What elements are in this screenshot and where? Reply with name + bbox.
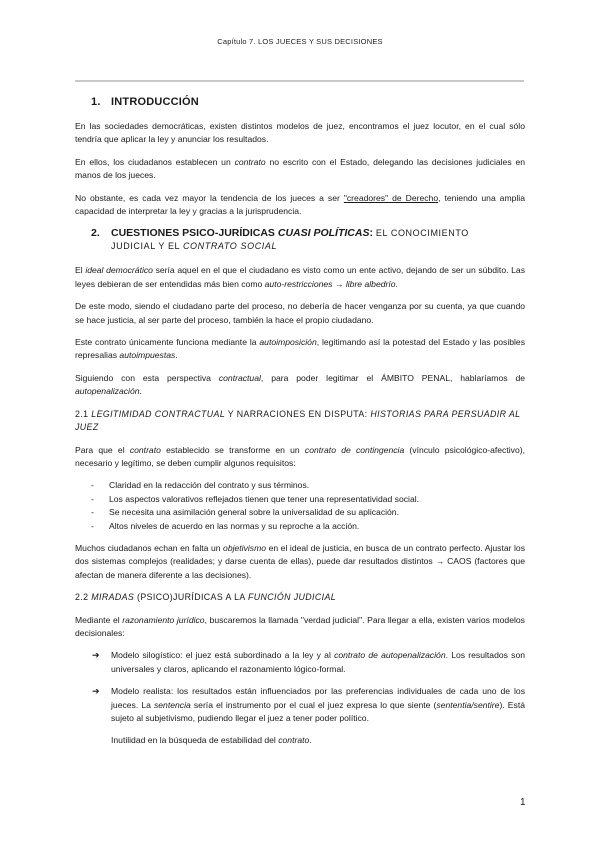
paragraph: Muchos ciudadanos echan en falta un objetivismo en el ideal de justicia, en busca de un contrato perfecto. Ajustar los dos sistemas complejos (realidades; y darse cuenta de ellas), puede dar resultados distintos → CAOS (factores que afectan de manera diferente a las decisiones). — [75, 542, 525, 580]
header-divider — [75, 80, 524, 82]
page-number: 1 — [520, 797, 526, 808]
paragraph: De este modo, siendo el ciudadano parte del proceso, no debería de hacer venganza por su cuenta, ya que cuando se hace justicia, al ser parte del proceso, también la hace el propio ciudadano. — [75, 301, 525, 325]
section-number: 1. — [91, 96, 101, 108]
underlined-term: "creadores" de Derecho — [343, 192, 439, 203]
paragraph: No obstante, es cada vez mayor la tendencia de los jueces a ser "creadores" de Derecho, teniendo una amplia capacidad de interpretar la ley y gracias a la jurisprudencia. — [75, 192, 525, 217]
list-item: - Claridad en la redacción del contrato y sus términos. — [75, 479, 525, 492]
list-item: ➔ Modelo silogístico: el juez está subordinado a la ley y al contrato de autopenalización. Los resultados son universales y claros, aplicando el razonamiento lógico-formal. — [92, 650, 526, 674]
paragraph: En las sociedades democráticas, existen distintos modelos de juez, encontramos el juez locutor, en el cual sólo tendría que aplicar la ley y anunciar los resultados. — [75, 121, 525, 145]
decision-models-list — [75, 649, 525, 725]
list-item: ➔ Modelo realista: los resultados están influenciados por las preferencias individuales de cada uno de los jueces. La sentencia sería el instrumento por el cual el juez expresa lo que siente (sententia/sentire). Está sujeto al subjetivismo, pudiendo llegar el juez a tener poder político. — [92, 686, 525, 723]
paragraph: En ellos, los ciudadanos establecen un contrato no escrito con el Estado, delegando las decisiones judiciales en manos de los jueces. — [75, 156, 525, 181]
paragraph: Inutilidad en la búsqueda de estabilidad del contrato. — [111, 735, 312, 746]
paragraph: El ideal democrático sería aquel en el que el ciudadano es visto como un ente activo, dejando de ser un súbdito. Las leyes debieran de ser entendidas más bien como auto-restricciones → libre albedrío. — [75, 265, 525, 289]
right-arrow-icon: ➔ — [92, 686, 100, 697]
section-2-heading: 2. CUESTIONES PSICO-JURÍDICAS CUASI POLÍTICAS: EL CONOCIMIENTO JUDICIAL Y EL CONTRATO SOCIAL — [91, 227, 469, 251]
section-title: INTRODUCCIÓN — [111, 96, 199, 108]
list-item: - Se necesita una asimilación general sobre la universalidad de su aplicación. — [75, 506, 525, 519]
paragraph: Para que el contrato establecido se transforme en un contrato de contingencia (vínculo psicológico-afectivo), necesario y legítimo, se deben cumplir algunos requisitos: — [75, 444, 525, 468]
paragraph: Mediante el razonamiento jurídico, buscaremos la llamada "verdad judicial". Para llegar a ella, existen varios modelos decisionales: — [75, 614, 525, 638]
subsection-2-2-heading: 2.2 MIRADAS (PSICO)JURÍDICAS A LA FUNCIÓN JUDICIAL — [75, 592, 337, 603]
running-header: Capítulo 7. LOS JUECES Y SUS DECISIONES — [217, 37, 383, 46]
section-number: 2. — [91, 227, 100, 240]
paragraph: Siguiendo con esta perspectiva contractual, para poder legitimar el ÁMBITO PENAL, hablaríamos de autopenalización. — [75, 372, 525, 397]
list-item: - Altos niveles de acuerdo en las normas y su reproche a la acción. — [75, 520, 525, 533]
paragraph: Este contrato únicamente funciona mediante la autoimposición, legitimando así la potestad del Estado y las posibles represalias autoimpuestas. — [75, 337, 526, 361]
requirements-list — [75, 479, 525, 533]
section-1-heading — [91, 96, 525, 108]
list-item: - Los aspectos valorativos reflejados tienen que tener una representatividad social. — [75, 493, 525, 506]
right-arrow-icon: ➔ — [92, 650, 100, 661]
page-body — [75, 96, 525, 757]
subsection-2-1-heading: 2.1 LEGITIMIDAD CONTRACTUAL Y NARRACIONES EN DISPUTA: HISTORIAS PARA PERSUADIR AL JUEZ — [75, 408, 521, 433]
